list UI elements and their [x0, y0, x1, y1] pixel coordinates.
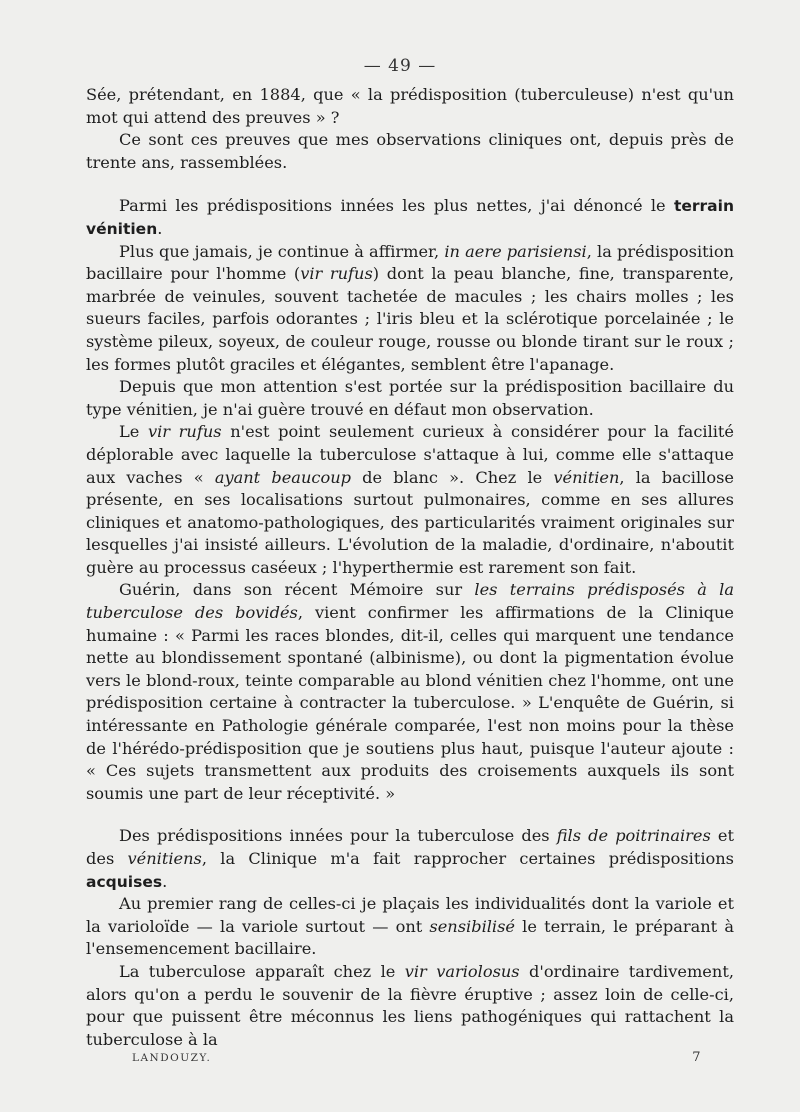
- footer-author: LANDOUZY.: [132, 1052, 212, 1064]
- bold-run: acquises: [86, 872, 163, 891]
- text-run: d'ordinaire tardivement, alors qu'on a perdu le souvenir de la fièvre éruptive ; assez loin de celle-ci, pour que puissent être méconnus les liens pathogéniques qui rattachent la tuberculose à la: [86, 961, 734, 1049]
- text-run: La tuberculose apparaît chez le: [119, 961, 405, 981]
- italic-run: les terrains prédisposés à la tuberculose des bovidés: [86, 580, 734, 623]
- text-run: Des prédispositions innées pour la tuberculose des: [119, 826, 557, 846]
- italic-run: vir variolosus: [404, 961, 520, 981]
- text-run: Ce sont ces preuves que mes observations cliniques ont, depuis près de trente ans, rassemblées.: [86, 130, 734, 172]
- text-run: Parmi les prédispositions innées les plus nettes, j'ai dénoncé le: [119, 196, 674, 216]
- paragraph: [86, 961, 734, 1051]
- italic-run: vénitien: [553, 467, 620, 487]
- paragraph: [86, 195, 734, 240]
- paragraph: [86, 825, 734, 893]
- text-run: et des: [86, 826, 734, 868]
- text-run: Le: [119, 422, 148, 442]
- text-run: , la Clinique m'a fait rapprocher certaines prédispositions: [201, 849, 734, 868]
- footer-signature-mark: 7: [692, 1050, 702, 1065]
- page-footer: [132, 1052, 702, 1064]
- text-run: Depuis que mon attention s'est portée sur la prédisposition bacillaire du type vénitien, je n'ai guère trouvé en défaut mon observation.: [86, 377, 734, 419]
- paragraph: [86, 376, 734, 421]
- italic-run: in aere parisiensi: [444, 241, 587, 261]
- italic-run: fils de poitrinaires: [556, 826, 711, 846]
- italic-run: ayant beaucoup: [214, 467, 351, 487]
- text-run: n'est point seulement curieux à considérer pour la facilité déplorable avec laquelle la tuberculose s'attaque à lui, comme elle s'attaque aux vaches «: [86, 422, 735, 487]
- italic-run: sensibilisé: [429, 916, 515, 936]
- paragraph: [86, 241, 734, 377]
- text-run: , la bacillose présente, en ses localisations surtout pulmonaires, comme en ses allures cliniques et anatomo-pathologiques, des particularités vraiment originales sur lesquelles j'ai insisté ailleurs. L'évolution de la maladie, d'ordinaire, n'aboutit guère au processus caséeux ; l'hyperthermie est rarement son fait.: [86, 467, 734, 577]
- text-run: , la prédisposition bacillaire pour l'homme (: [86, 241, 734, 284]
- page-number: — 49 —: [363, 56, 437, 76]
- text-run: ) dont la peau blanche, fine, transparente, marbrée de veinules, souvent tachetée de macules ; les chairs molles ; les sueurs faciles, parfois odorantes ; l'iris bleu et la sclérotique porcelainée ; le système pileux, soyeux, de couleur rouge, rousse ou blonde tirant sur le roux ; les formes plutôt graciles et élégantes, semblent être l'apanage.: [86, 264, 735, 374]
- text-run: .: [157, 218, 163, 238]
- italic-run: vir rufus: [300, 264, 373, 284]
- text-run: Plus que jamais, je continue à affirmer,: [119, 241, 445, 261]
- text-run: Sée, prétendant, en 1884, que « la prédisposition (tuberculeuse) n'est qu'un mot qui attend des preuves » ?: [86, 85, 734, 127]
- text-run: Guérin, dans son récent Mémoire sur: [119, 580, 475, 600]
- bold-run: terrain vénitien: [86, 197, 734, 238]
- paragraph: [86, 129, 734, 174]
- italic-run: vénitiens: [127, 849, 202, 868]
- paragraph: [86, 893, 734, 961]
- text-run: le terrain, le préparant à l'ensemencement bacillaire.: [86, 916, 734, 959]
- text-run: Au premier rang de celles-ci je plaçais les individualités dont la variole et la varioloïde — la variole surtout — ont: [86, 894, 734, 936]
- paragraph: [86, 421, 734, 579]
- text-run: de blanc ». Chez le: [350, 467, 554, 487]
- text-run: .: [162, 871, 168, 891]
- body-text: [86, 84, 734, 1051]
- text-run: , vient confirmer les affirmations de la Clinique humaine : « Parmi les races blondes, dit-il, celles qui marquent une tendance nette au blondissement spontané (albinisme), ou dont la pigmentation évolue vers le blond-roux, teinte comparable au blond vénitien chez l'homme, ont une prédisposition certaine à contracter la tuberculose. » L'enquête de Guérin, si intéressante en Pathologie générale comparée, l'est non moins pour la thèse de l'hérédo-prédisposition que je soutiens plus haut, puisque l'auteur ajoute : « Ces sujets transmettent aux produits des croisements auxquels ils sont soumis une part de leur réceptivité. »: [86, 603, 734, 803]
- italic-run: vir rufus: [147, 422, 222, 442]
- paragraph: [86, 84, 734, 129]
- paragraph: [86, 579, 734, 805]
